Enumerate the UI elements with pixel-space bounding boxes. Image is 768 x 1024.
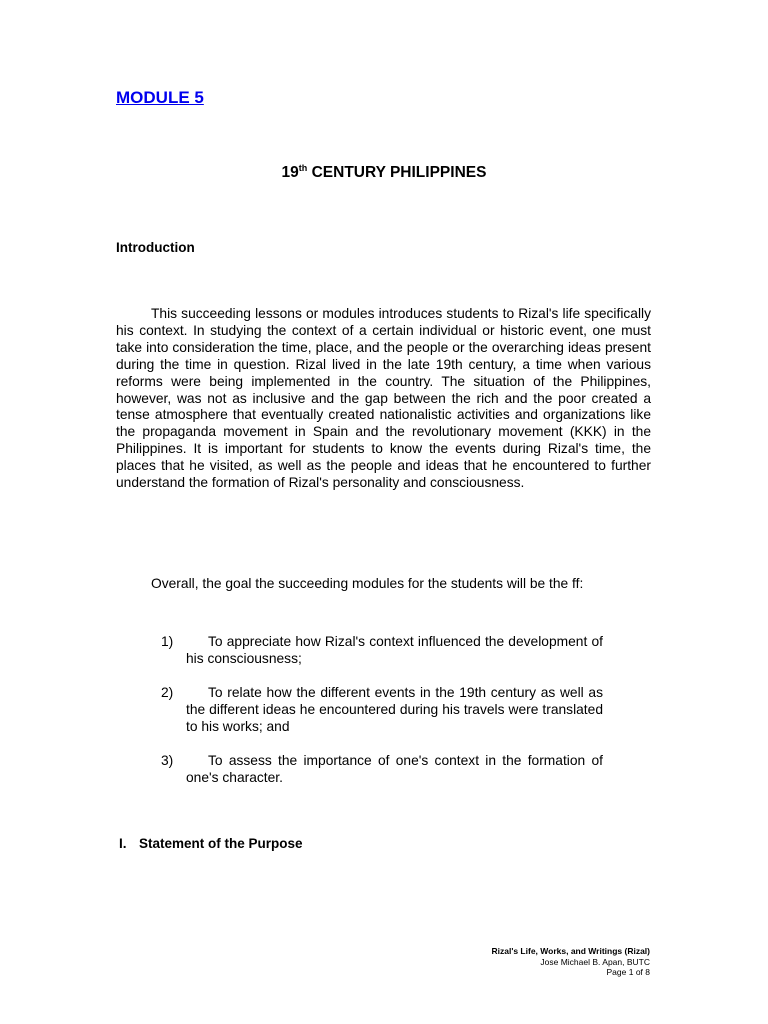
page-footer bbox=[491, 946, 650, 978]
title-prefix: 19 bbox=[281, 164, 299, 181]
goal-text: To relate how the different events in the 19th century as well as the different ideas he encountered during his travels were translated to his works; and bbox=[186, 685, 603, 734]
section-number: I. bbox=[119, 836, 127, 851]
footer-page-number: Page 1 of 8 bbox=[606, 967, 650, 977]
goal-intro-text: Overall, the goal the succeeding modules for the students will be the ff: bbox=[151, 576, 584, 591]
introduction-paragraph: This succeeding lessons or modules introduces students to Rizal's life specifically his context. In studying the context of a certain individual or historic event, one must take into consideration the time, place, and the people or the overarching ideas present during the time in question. Rizal lived in the late 19th century, a time when various reforms were being implemented in the country. The situation of the Philippines, however, was not as inclusive and the gap between the rich and the poor created a tense atmosphere that eventually created nationalistic activities and organizations like the propaganda movement in Spain and the revolutionary movement (KKK) in the Philippines. It is important for students to know the events during Rizal's time, the places that he visited, as well as the people and ideas that he encountered to further understand the formation of Rizal's personality and consciousness. bbox=[116, 306, 651, 491]
module-title-link[interactable]: MODULE 5 bbox=[116, 88, 204, 107]
title-superscript: th bbox=[298, 163, 308, 173]
footer-course: Rizal's Life, Works, and Writings (Rizal) bbox=[491, 946, 650, 956]
goal-number: 2) bbox=[161, 685, 174, 700]
footer-author: Jose Michael B. Apan, BUTC bbox=[540, 956, 650, 967]
goal-text: To assess the importance of one's context in the formation of one's character. bbox=[186, 753, 603, 785]
section-title: Statement of the Purpose bbox=[139, 836, 303, 851]
goal-text: To appreciate how Rizal's context influenced the development of his consciousness; bbox=[186, 634, 603, 666]
goal-number: 3) bbox=[161, 753, 174, 768]
goal-number: 1) bbox=[161, 634, 174, 649]
introduction-heading: Introduction bbox=[116, 240, 195, 255]
section-heading bbox=[119, 836, 303, 851]
page-title bbox=[0, 164, 768, 182]
title-rest: CENTURY PHILIPPINES bbox=[307, 164, 487, 181]
